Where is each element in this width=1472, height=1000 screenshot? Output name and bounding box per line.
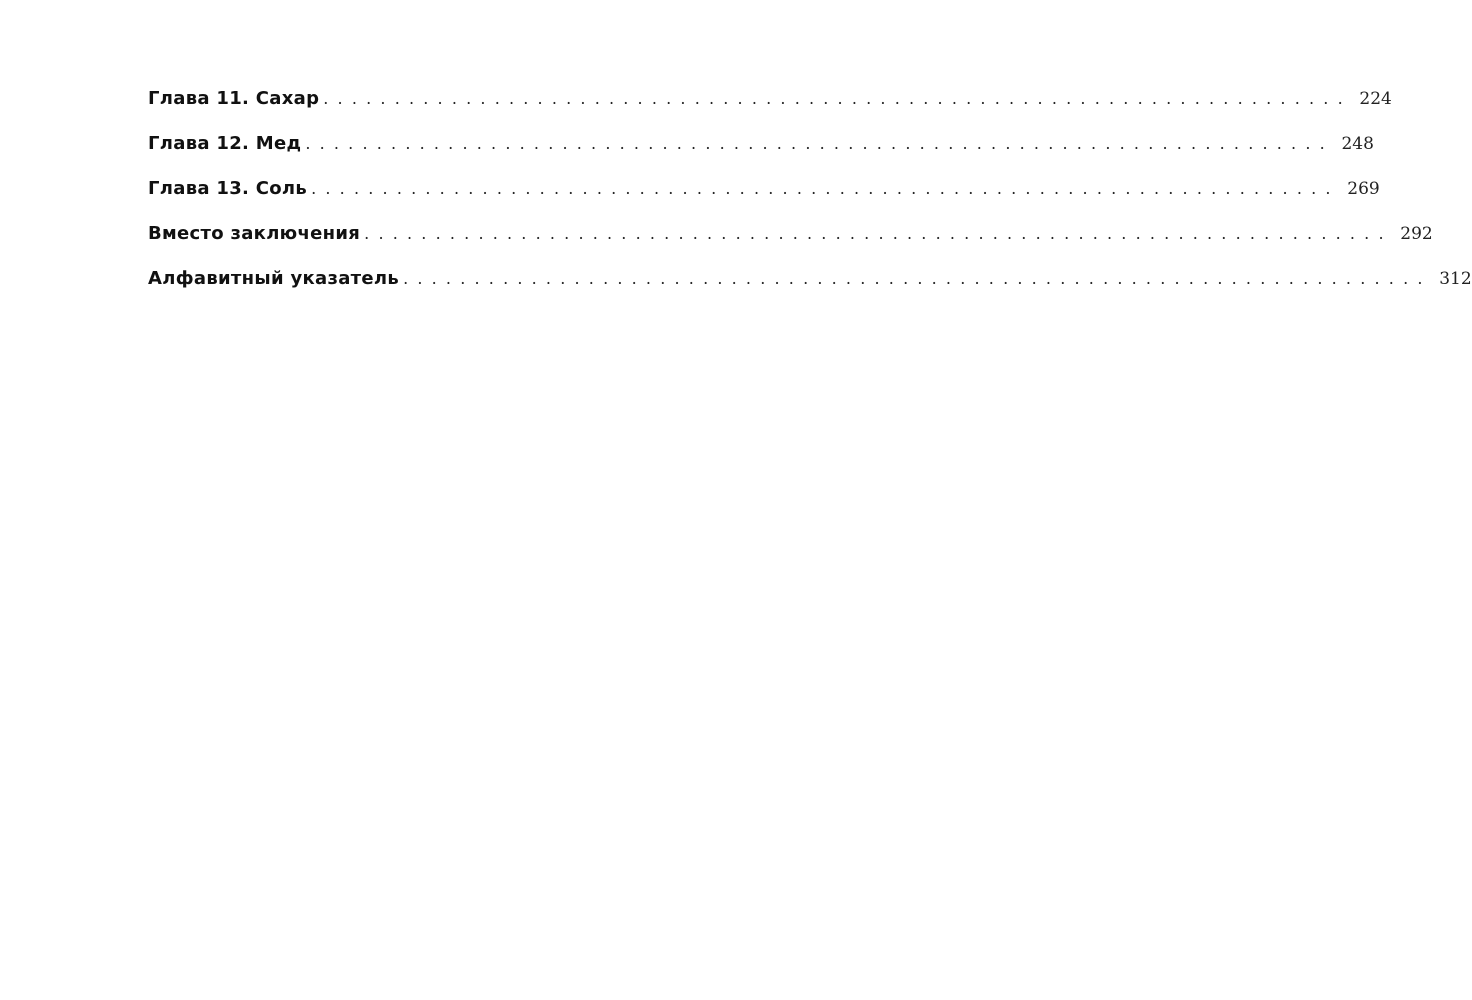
toc-entry-page-number: 312 bbox=[1439, 269, 1472, 289]
toc-entry-title: Вместо заключения bbox=[148, 223, 361, 244]
toc-entry-index bbox=[148, 268, 1472, 313]
dot-leader: ........................................................................ bbox=[403, 269, 1432, 288]
toc-entry-chapter-11 bbox=[148, 88, 1392, 133]
toc-entry-conclusion bbox=[148, 223, 1433, 268]
toc-entry-page-number: 292 bbox=[1400, 224, 1433, 244]
toc-entry-chapter-12 bbox=[148, 133, 1374, 178]
dot-leader: ........................................................................ bbox=[311, 179, 1340, 198]
toc-entry-page-number: 269 bbox=[1347, 179, 1380, 199]
dot-leader: ........................................................................ bbox=[323, 89, 1352, 108]
toc-entry-page-number: 224 bbox=[1359, 89, 1392, 109]
table-of-contents bbox=[148, 88, 1472, 313]
toc-entry-title: Глава 13. Соль bbox=[148, 178, 308, 199]
toc-entry-chapter-13 bbox=[148, 178, 1380, 223]
toc-entry-title: Алфавитный указатель bbox=[148, 268, 400, 289]
toc-entry-page-number: 248 bbox=[1341, 134, 1374, 154]
toc-entry-title: Глава 11. Сахар bbox=[148, 88, 320, 109]
dot-leader: ........................................................................ bbox=[364, 224, 1393, 243]
toc-entry-title: Глава 12. Мед bbox=[148, 133, 302, 154]
dot-leader: ........................................................................ bbox=[305, 134, 1334, 153]
